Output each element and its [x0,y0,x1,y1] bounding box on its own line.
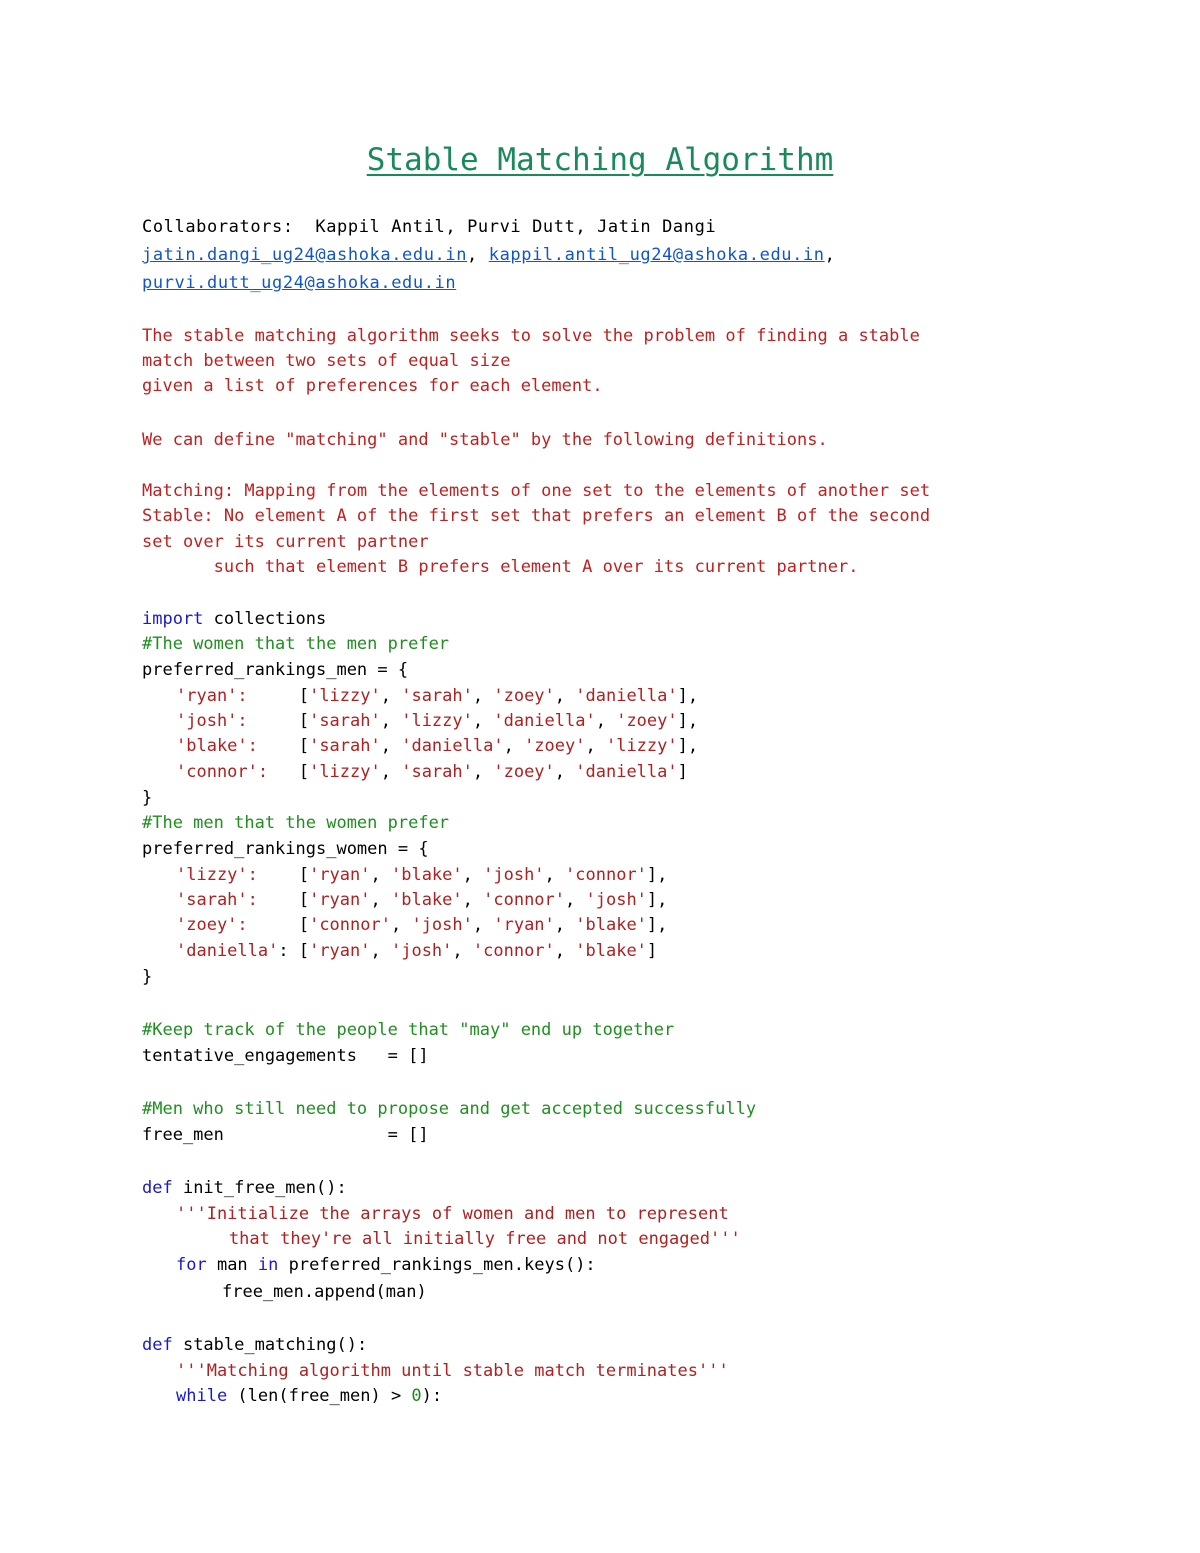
code-docstring: that they're all initially free and not engaged''' [188,1229,741,1249]
dict-key: 'zoey': [176,915,248,935]
dict-value: 'josh' [411,915,473,935]
dict-value: 'connor' [565,865,647,885]
dict-value: 'connor' [483,890,566,910]
emails-line-2 [142,271,456,295]
dict-value: 'connor' [309,915,391,935]
dict-padding: : [ [278,941,310,961]
code-comment: #The men that the women prefer [142,813,450,833]
dict-value: 'blake' [390,865,463,885]
definition-line: such that element B prefers element A over its current partner. [142,557,859,577]
dict-padding: [ [247,915,310,935]
dict-close: ], [646,865,668,885]
dict-close: ] [646,941,658,961]
code-dict-row: 'ryan': ['lizzy', 'sarah', 'zoey', 'daniella'], [176,686,699,706]
dict-value: 'zoey' [616,711,678,731]
dict-padding: [ [247,686,310,706]
code-dict-row: 'blake': ['sarah', 'daniella', 'zoey', 'lizzy'], [176,736,699,756]
dict-value: 'sarah' [309,711,381,731]
dict-value: 'sarah' [401,686,473,706]
dict-value: 'ryan' [309,890,371,910]
dict-padding: [ [257,865,310,885]
code-comment: #Keep track of the people that "may" end up together [142,1020,675,1040]
emails-line-1 [142,243,835,267]
dict-value: 'lizzy' [309,686,381,706]
code-text: collections [203,609,327,629]
email-link-kappil[interactable]: kappil.antil_ug24@ashoka.edu.in [488,245,825,265]
dict-close: ], [677,686,699,706]
code-docstring: '''Matching algorithm until stable match terminates''' [176,1361,729,1381]
dict-value: 'sarah' [309,736,381,756]
dict-close: ], [677,736,699,756]
dict-value: 'lizzy' [605,736,678,756]
dict-value: 'blake' [390,890,463,910]
code-line: preferred_rankings_men = { [142,660,409,680]
dict-value: 'daniella' [493,711,596,731]
dict-value: 'zoey' [524,736,586,756]
code-line: } [142,967,153,987]
code-line: preferred_rankings_women = { [142,839,429,859]
dict-value: 'sarah' [401,762,473,782]
dict-value: 'ryan' [309,865,371,885]
email-link-jatin[interactable]: jatin.dangi_ug24@ashoka.edu.in [142,245,468,265]
dict-value: 'daniella' [401,736,504,756]
dict-value: 'josh' [390,941,453,961]
code-line: free_men.append(man) [222,1282,427,1302]
keyword: def [142,1335,173,1355]
dict-key: 'ryan': [176,686,248,706]
page-title: Stable Matching Algorithm [366,142,834,178]
code-dict-row: 'sarah': ['ryan', 'blake', 'connor', 'josh'], [176,890,668,910]
number-literal: 0 [411,1386,422,1406]
code-while [176,1384,442,1408]
dict-padding: [ [268,762,310,782]
dict-padding: [ [257,736,310,756]
code-for [176,1253,596,1277]
dict-key: 'sarah': [176,890,258,910]
dict-value: 'daniella' [575,762,678,782]
code-docstring: '''Initialize the arrays of women and men to represent [176,1204,729,1224]
code-def-stable [142,1333,367,1357]
code-line: free_men = [] [142,1125,429,1145]
keyword: in [257,1255,279,1275]
dict-value: 'zoey' [493,686,555,706]
keyword: import [142,609,204,629]
dict-padding: [ [257,890,310,910]
collaborators-line [142,215,716,239]
code-text: (len(free_men) > [227,1386,412,1406]
dict-value: 'ryan' [493,915,555,935]
dict-key: 'blake': [176,736,258,756]
dict-value: 'blake' [575,941,647,961]
dict-close: ], [677,711,699,731]
separator: , [824,245,836,265]
intro-line: The stable matching algorithm seeks to solve the problem of finding a stable [142,326,920,346]
dict-key: 'josh': [176,711,248,731]
code-def-init [142,1176,347,1200]
definition-line: Stable: No element A of the first set that prefers an element B of the second [142,506,931,526]
code-line: tentative_engagements = [] [142,1046,429,1066]
email-link-purvi[interactable]: purvi.dutt_ug24@ashoka.edu.in [142,273,457,293]
code-import [142,607,326,631]
code-line: } [142,788,153,808]
code-dict-row: 'daniella': ['ryan', 'josh', 'connor', 'blake'] [176,941,658,961]
dict-value: 'josh' [585,890,647,910]
definition-line: set over its current partner [142,532,429,552]
code-dict-row: 'lizzy': ['ryan', 'blake', 'josh', 'connor'], [176,865,668,885]
dict-padding: [ [247,711,310,731]
code-text: ): [421,1386,443,1406]
dict-value: 'connor' [472,941,555,961]
code-text: man [206,1255,258,1275]
dict-value: 'josh' [483,865,545,885]
code-text: stable_matching(): [172,1335,368,1355]
code-dict-row: 'connor': ['lizzy', 'sarah', 'zoey', 'daniella'] [176,762,688,782]
dict-key: 'lizzy': [176,865,258,885]
collaborators-label: Collaborators: [142,217,294,237]
code-text: init_free_men(): [172,1178,347,1198]
dict-close: ], [646,915,668,935]
keyword: for [176,1255,207,1275]
intro-line: We can define "matching" and "stable" by the following definitions. [142,430,828,450]
dict-close: ] [677,762,688,782]
code-text: preferred_rankings_men.keys(): [278,1255,596,1275]
intro-line: match between two sets of equal size [142,351,511,371]
code-comment: #The women that the men prefer [142,634,450,654]
dict-key: 'connor': [176,762,269,782]
dict-key: 'daniella' [176,941,279,961]
dict-value: 'lizzy' [309,762,381,782]
keyword: while [176,1386,228,1406]
dict-value: 'lizzy' [401,711,473,731]
dict-value: 'blake' [575,915,647,935]
dict-close: ], [646,890,668,910]
code-dict-row: 'josh': ['sarah', 'lizzy', 'daniella', 'zoey'], [176,711,699,731]
dict-value: 'daniella' [575,686,678,706]
keyword: def [142,1178,173,1198]
definition-line: Matching: Mapping from the elements of one set to the elements of another set [142,481,931,501]
code-comment: #Men who still need to propose and get accepted successfully [142,1099,757,1119]
separator: , [467,245,478,265]
dict-value: 'ryan' [309,941,371,961]
dict-value: 'zoey' [493,762,555,782]
intro-line: given a list of preferences for each element. [142,376,603,396]
collaborator-names: Kappil Antil, Purvi Dutt, Jatin Dangi [315,217,717,237]
code-dict-row: 'zoey': ['connor', 'josh', 'ryan', 'blake'], [176,915,668,935]
